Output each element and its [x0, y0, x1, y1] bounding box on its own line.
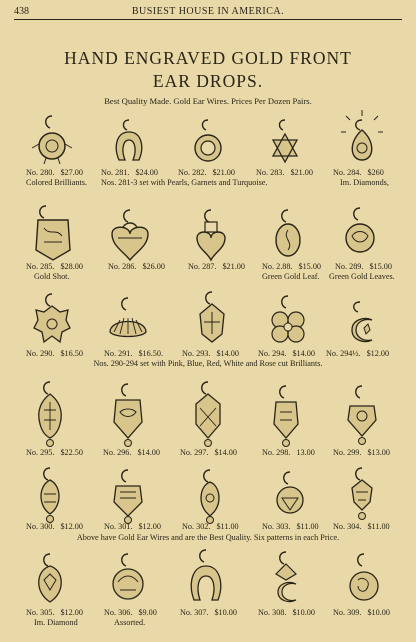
item-label-306: No. 306. $9.00 — [104, 608, 157, 617]
ear-drop-294-illustration — [268, 294, 308, 346]
item-label-299: No. 299. $13.00 — [333, 448, 390, 457]
ear-drop-300-illustration — [32, 466, 68, 524]
caption-green-gold-leaves: Green Gold Leaves. — [329, 272, 395, 281]
note-gold-ear-wires: Above have Gold Ear Wires and are the Best Quality. Six patterns in each Price. — [76, 533, 340, 542]
page-number: 438 — [14, 6, 29, 17]
header-rule — [14, 19, 402, 20]
item-label-283: No. 283. $21.00 — [256, 168, 313, 177]
page-title-line-1: HAND ENGRAVED GOLD FRONT — [64, 48, 352, 68]
caption-gold-shot: Gold Shot. — [34, 272, 70, 281]
ear-drop-280-illustration — [30, 112, 74, 166]
item-label-288: No. 2.88. $15.00 — [262, 262, 321, 271]
ear-drop-283-illustration — [267, 118, 303, 164]
ear-drop-295-illustration — [32, 380, 68, 448]
item-label-282: No. 282. $21.00 — [178, 168, 235, 177]
item-label-280: No. 280. $27.00 — [26, 168, 83, 177]
note-nos-290-294: Nos. 290-294 set with Pink, Blue, Red, White and Rose cut Brilliants. — [93, 359, 323, 368]
item-label-281: No. 281. $24.00 — [101, 168, 158, 177]
item-label-300: No. 300. $12.00 — [26, 522, 83, 531]
caption-im-diamond: Im. Diamond — [34, 618, 78, 627]
item-label-309: No. 309. $10.00 — [333, 608, 390, 617]
item-label-304: No. 304. $11.00 — [333, 522, 390, 531]
ear-drop-288-illustration — [270, 208, 306, 260]
ear-drop-290-illustration — [32, 292, 72, 346]
item-label-289: No. 289. $15.00 — [335, 262, 392, 271]
item-label-301: No. 301. $12.00 — [104, 522, 161, 531]
ear-drop-281-illustration — [111, 118, 147, 164]
ear-drop-301-illustration — [110, 468, 146, 524]
ear-drop-303-illustration — [272, 470, 308, 524]
item-label-291: No. 291. $16.50. — [104, 349, 163, 358]
item-label-308: No. 308. $10.00 — [258, 608, 315, 617]
caption-colored-brilliants: Colored Brilliants. — [26, 178, 87, 187]
ear-drop-309-illustration — [344, 552, 384, 606]
caption-green-gold-leaf: Green Gold Leaf. — [262, 272, 320, 281]
item-label-287: No. 287. $21.00 — [188, 262, 245, 271]
ear-drop-305-illustration — [30, 552, 70, 606]
item-label-296: No. 296. $14.00 — [103, 448, 160, 457]
item-label-284: No. 284. $260 — [333, 168, 384, 177]
ear-drop-302-illustration — [192, 468, 228, 524]
item-label-294: No. 294. $14.00 — [258, 349, 315, 358]
item-label-298: No. 298. 13.00 — [262, 448, 315, 457]
item-label-293: No. 293. $14.00 — [182, 349, 239, 358]
caption-assorted: Assorted. — [114, 618, 146, 627]
ear-drop-284-illustration — [340, 108, 384, 164]
item-label-285: No. 285. $28.00 — [26, 262, 83, 271]
item-label-305: No. 305. $12.00 — [26, 608, 83, 617]
ear-drop-304-illustration — [344, 466, 380, 524]
ear-drop-282-illustration — [190, 118, 226, 164]
item-label-302: No. 302. $11.00 — [182, 522, 239, 531]
ear-drop-308-illustration — [266, 550, 306, 606]
ear-drop-293-illustration — [194, 290, 230, 346]
item-label-294-half: No. 294½. $12.00 — [326, 349, 390, 358]
ear-drop-289-illustration — [342, 206, 378, 258]
item-label-307: No. 307. $10.00 — [180, 608, 237, 617]
caption-im-diamonds: Im. Diamonds, — [340, 178, 389, 187]
ear-drop-299-illustration — [344, 384, 380, 448]
item-label-297: No. 297. $14.00 — [180, 448, 237, 457]
caption-nos-281-3: Nos. 281-3 set with Pearls, Garnets and Turquoise. — [101, 178, 268, 187]
ear-drop-297-illustration — [190, 380, 226, 448]
ear-drop-307-illustration — [186, 548, 226, 606]
item-label-286: No. 286. $26.00 — [108, 262, 165, 271]
item-label-295: No. 295. $22.50 — [26, 448, 83, 457]
ear-drop-285-illustration — [30, 202, 76, 262]
ear-drop-298-illustration — [268, 384, 304, 448]
ear-drop-291-illustration — [106, 296, 150, 346]
item-label-290: No. 290. $16.50 — [26, 349, 83, 358]
ear-drop-294-half-illustration — [342, 300, 378, 346]
ear-drop-286-illustration — [108, 206, 152, 262]
page-subtitle: Best Quality Made. Gold Ear Wires. Prices Per Dozen Pairs. — [104, 96, 312, 106]
page-title-line-2: EAR DROPS. — [152, 71, 264, 91]
ear-drop-296-illustration — [110, 382, 146, 448]
running-head: BUSIEST HOUSE IN AMERICA. — [131, 6, 285, 17]
page-header — [14, 4, 402, 20]
item-label-303: No. 303. $11.00 — [262, 522, 319, 531]
ear-drop-306-illustration — [108, 552, 148, 606]
ear-drop-287-illustration — [193, 206, 229, 262]
